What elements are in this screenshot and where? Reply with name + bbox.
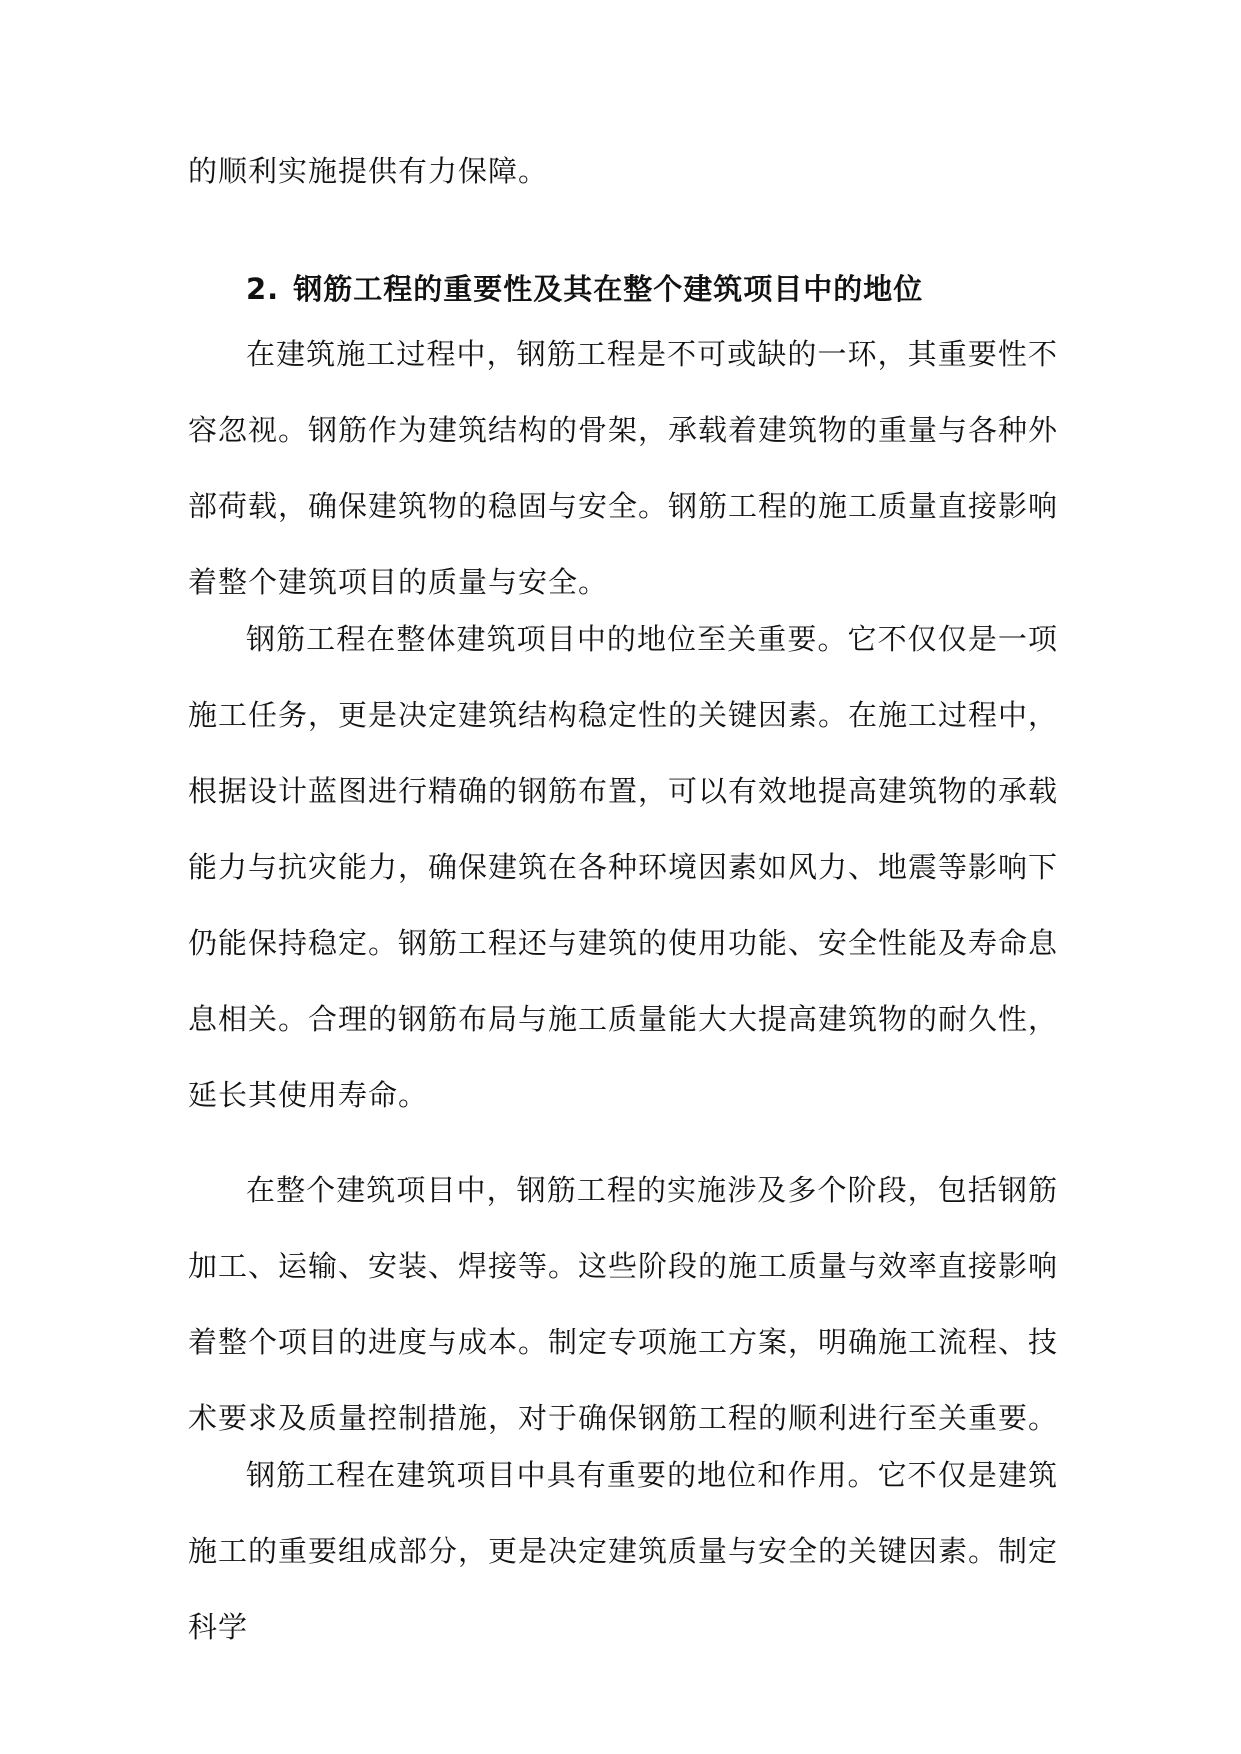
lead-in-text: 的顺利实施提供有力保障。 [188, 154, 549, 188]
paragraph-conclusion: 钢筋工程在建筑项目中具有重要的地位和作用。它不仅是建筑施工的重要组成部分，更是决定建筑质量与安全的关键因素。制定科学 [188, 1458, 1059, 1644]
paragraph-status: 钢筋工程在整体建筑项目中的地位至关重要。它不仅仅是一项施工任务，更是决定建筑结构稳定性的关键因素。在施工过程中，根据设计蓝图进行精确的钢筋布置，可以有效地提高建筑物的承载能力与抗灾能力，确保建筑在各种环境因素如风力、地震等影响下仍能保持稳定。钢筋工程还与建筑的使用功能、安全性能及寿命息息相关。合理的钢筋布局与施工质量能大大提高建筑物的耐久性，延长其使用寿命。 [188, 622, 1059, 1112]
paragraph-stages: 在整个建筑项目中，钢筋工程的实施涉及多个阶段，包括钢筋加工、运输、安装、焊接等。这些阶段的施工质量与效率直接影响着整个项目的进度与成本。制定专项施工方案，明确施工流程、技术要求及质量控制措施，对于确保钢筋工程的顺利进行至关重要。 [188, 1173, 1059, 1435]
section-title: 钢筋工程的重要性及其在整个建筑项目中的地位 [293, 272, 924, 306]
section-number: 2. [246, 272, 280, 306]
paragraph-importance: 在建筑施工过程中，钢筋工程是不可或缺的一环，其重要性不容忽视。钢筋作为建筑结构的骨架，承载着建筑物的重量与各种外部荷载，确保建筑物的稳固与安全。钢筋工程的施工质量直接影响着整个建筑项目的质量与安全。 [188, 337, 1059, 599]
